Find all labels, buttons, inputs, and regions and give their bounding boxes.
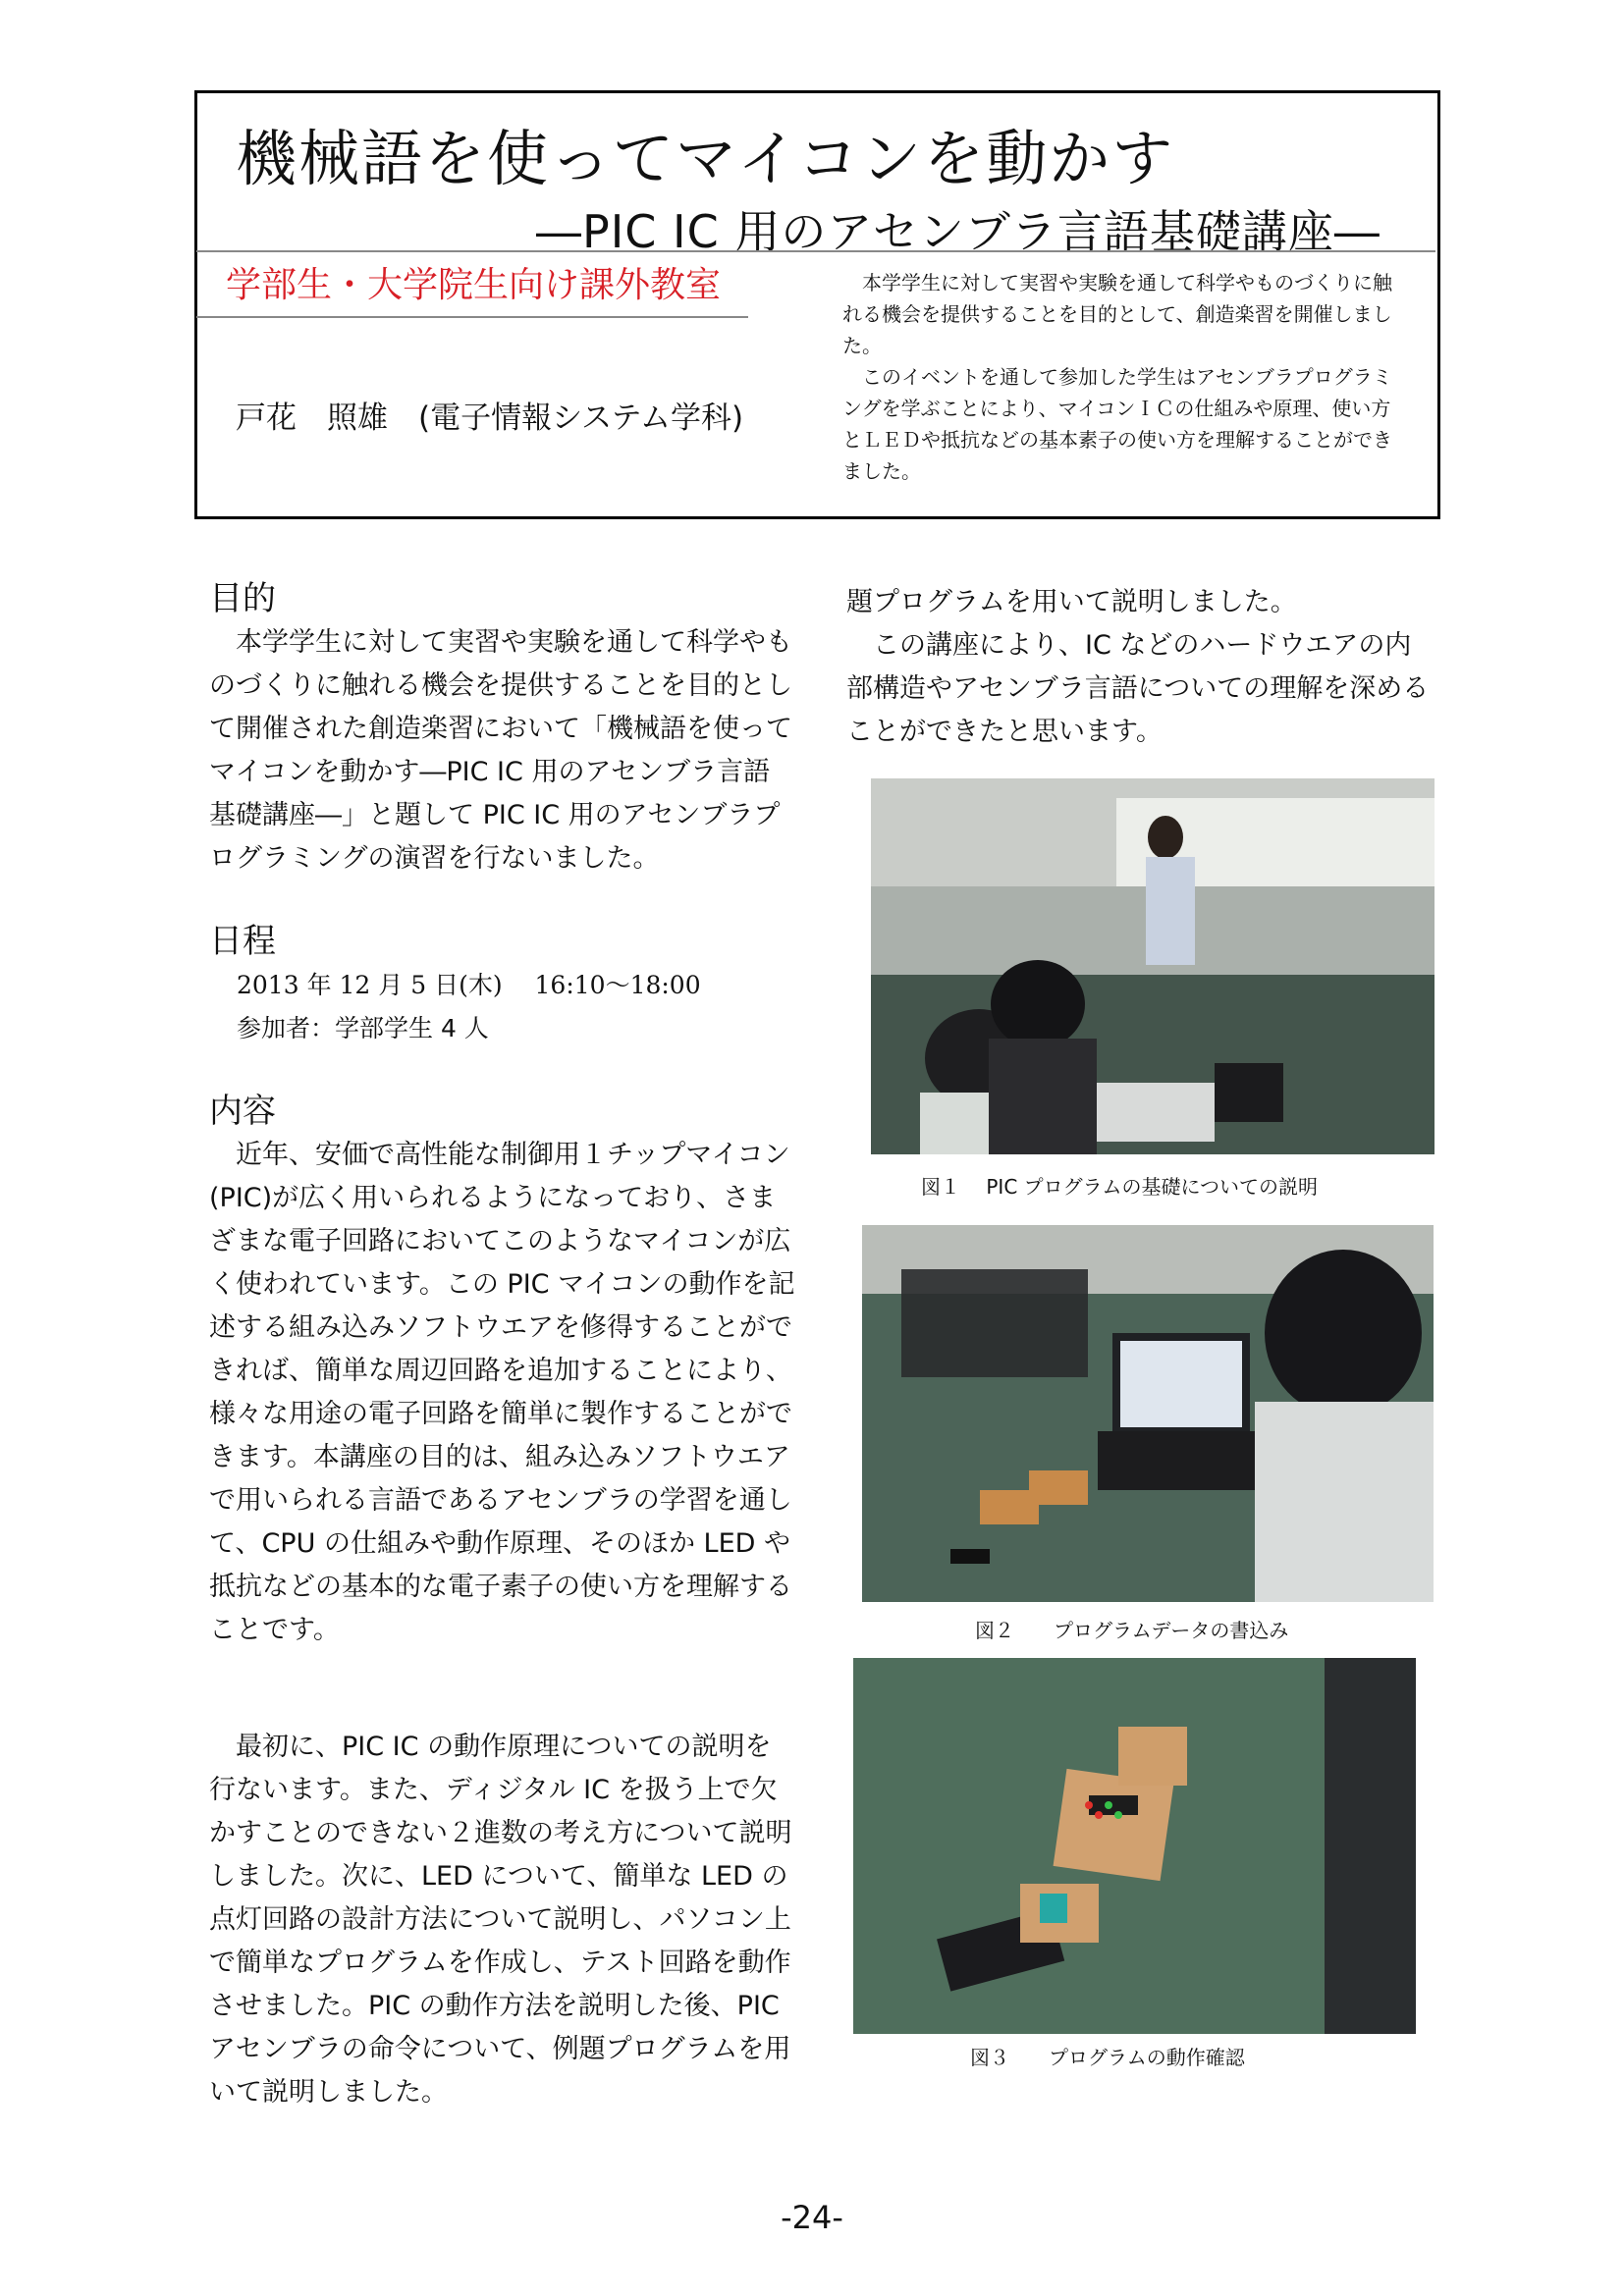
- page-title: 機械語を使ってマイコンを動かす: [236, 123, 1175, 194]
- figure-2-caption: 図２ プログラムデータの書込み: [975, 1619, 1289, 1642]
- figure-2-photo: [862, 1225, 1434, 1602]
- paragraph: 本学学生に対して実習や実験を通して科学やものづくりに触れる機会を提供することを目的として開催された創造楽習において「機械語を使ってマイコンを動かす―PIC IC 用のアセンブラ言語基礎講座―」と題して PIC IC 用のアセンブラプログラミングの演習を行ないました。: [209, 627, 792, 874]
- schedule-date: 2013 年 12 月 5 日(木) 16:10～18:00: [237, 971, 701, 999]
- right-column: [846, 571, 1435, 754]
- page-number: -24-: [781, 2199, 843, 2236]
- figure-1-photo: [871, 778, 1435, 1154]
- left-column: [209, 571, 796, 1652]
- content-text-3: [846, 624, 1435, 754]
- section-heading-schedule: 日程: [209, 922, 276, 961]
- paragraph: この講座により、IC などのハードウエアの内部構造やアセンブラ言語についての理解を深めることができたと思います。: [846, 630, 1430, 747]
- divider: [196, 316, 748, 318]
- paragraph: 最初に、PIC IC の動作原理についての説明を行ないます。また、ディジタル IC を扱う上で欠かすことのできない２進数の考え方について説明しました。次に、LED について、簡単な LED の点灯回路の設計方法について説明し、パソコン上で簡単なプログラムを作成し、テスト回路を動作させました。PIC の動作方法を説明した後、PIC アセンブラの命令について、例題プログラムを用いて説明しました。: [209, 1732, 792, 2108]
- content-text: [209, 1134, 796, 1652]
- category-label: 学部生・大学院生向け課外教室: [226, 265, 722, 305]
- purpose-text: [209, 621, 796, 881]
- figure-3-caption: 図３ プログラムの動作確認: [970, 2046, 1245, 2069]
- classroom-photo-1: [871, 778, 1435, 1154]
- abstract: [842, 267, 1392, 487]
- content-continuation: 題プログラムを用いて説明しました。: [846, 587, 1297, 617]
- figure-3-photo: [853, 1658, 1416, 2034]
- circuit-board-photo: [853, 1658, 1416, 2034]
- schedule-participants: 参加者：学部学生 4 人: [237, 1014, 489, 1042]
- abstract-paragraph: このイベントを通して参加した学生はアセンブラプログラミングを学ぶことにより、マイコンＩＣの仕組みや原理、使い方とＬＥＤや抵抗などの基本素子の使い方を理解することができました。: [842, 365, 1392, 483]
- divider: [196, 250, 1435, 252]
- section-heading-content: 内容: [209, 1092, 276, 1131]
- author: 戸花 照雄 (電子情報システム学科): [236, 400, 744, 436]
- abstract-paragraph: 本学学生に対して実習や実験を通して科学やものづくりに触れる機会を提供することを目的として、創造楽習を開催しました。: [842, 271, 1392, 357]
- figure-1-caption: 図１ PIC プログラムの基礎についての説明: [921, 1175, 1319, 1199]
- section-heading-purpose: 目的: [209, 579, 276, 618]
- paragraph: 近年、安価で高性能な制御用１チップマイコン(PIC)が広く用いられるようになっており、さまざまな電子回路においてこのようなマイコンが広く使われています。この PIC マイコンの動作を記述する組み込みソフトウエアを修得することができれば、簡単な周辺回路を追加することにより、様々な用途の電子回路を簡単に製作することができます。本講座の目的は、組み込みソフトウエアで用いられる言語であるアセンブラの学習を通して、CPU の仕組みや動作原理、そのほか LED や抵抗などの基本的な電子素子の使い方を理解することです。: [209, 1140, 795, 1645]
- page-subtitle: ―PIC IC 用のアセンブラ言語基礎講座―: [536, 205, 1380, 258]
- content-text-2: [209, 1726, 796, 2108]
- classroom-photo-2: [862, 1225, 1434, 1602]
